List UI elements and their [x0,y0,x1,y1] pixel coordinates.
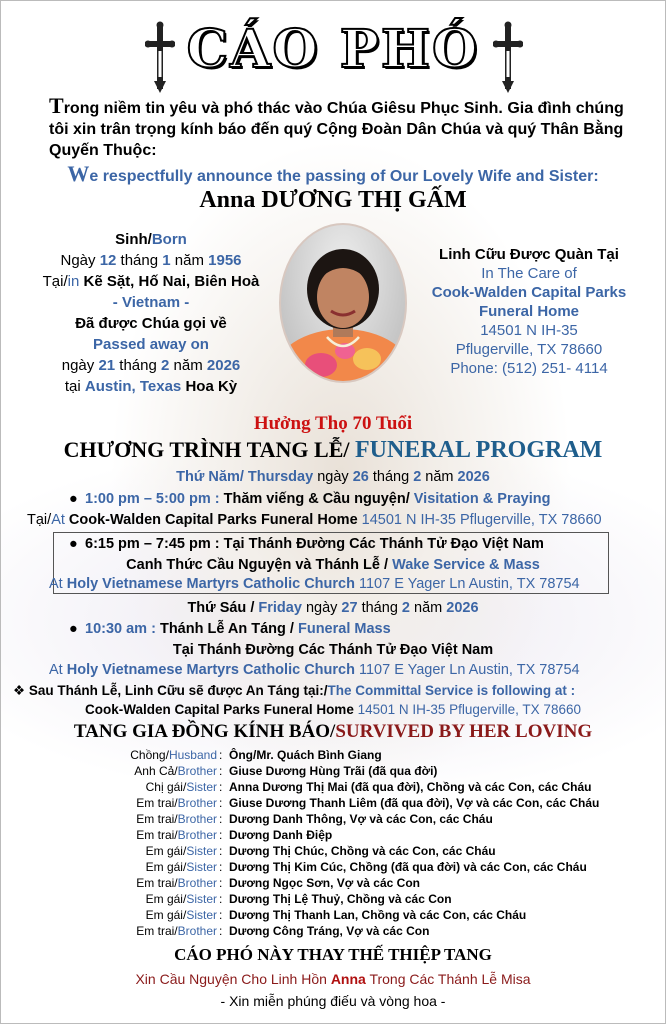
bullet-icon: ● [69,621,78,637]
relation-en: Brother [177,876,217,890]
event2-line [69,534,544,554]
relation-vi: Chồng [130,748,166,762]
bullet-icon: ● [69,536,78,552]
relation-vi: Em trai [136,812,175,826]
relation-vi: Em trai [136,924,175,938]
event2-place-vi: Tại Thánh Đường Các Thánh Tử Đạo Việt Nam [223,536,544,552]
closing-prayer [1,971,665,987]
event2-location-name: Holy Vietnamese Martyrs Catholic Church [66,576,355,592]
birth-month: 1 [162,252,171,269]
care-address2: Pflugerville, TX 78660 [455,341,603,358]
relation-label: Chồng/Husband [130,748,217,762]
relation-en: Sister [186,780,217,794]
day2-month-word: tháng [361,600,398,616]
page-title: CÁO PHÓ [186,19,480,80]
colon: : [219,780,223,794]
relation-vi: Em trai [136,796,175,810]
day1-date: Thứ Năm/ Thursday ngày 26 tháng 2 năm 2026 [176,469,490,485]
day2-day: 27 [341,600,358,616]
birth-date-prefix: Ngày [60,252,96,269]
member-name: Anna Dương Thị Mai (đã qua đời), Chồng và các Con, các Cháu [229,780,592,794]
survived-title-en: SURVIVED BY HER LOVING [335,721,593,742]
relation-vi: Em trai [136,828,175,842]
relation-label: Em trai/Brother [136,828,217,842]
event2-name [1,555,665,575]
day1-weekday-vi: Thứ Năm [176,469,240,485]
care-phone: Phone: (512) 251- 4114 [450,360,608,377]
colon: : [219,748,223,762]
colon: : [219,908,223,922]
event3-address: 1107 E Yager Ln Austin, TX 78754 [358,662,580,678]
event1-loc-prefix-en: At [51,512,65,528]
relation-en: Brother [177,764,217,778]
death-year-word: năm [173,357,203,374]
closing-prayer-post: Trong Các Thánh Lễ Misa [369,971,531,987]
day2-weekday-en: Friday [258,600,302,616]
relation-en: Brother [177,924,217,938]
day1-weekday-en: Thursday [247,469,314,485]
funeral-home-info [411,245,647,378]
colon: : [219,892,223,906]
care-address1: 14501 N IH-35 [480,322,578,339]
age-line: Hưởng Thọ 70 Tuổi [253,413,413,434]
event3-place-vi: Tại Thánh Đường Các Thánh Tử Đạo Việt Nam [172,642,494,658]
birth-label-en: Born [151,231,187,248]
committal-vi: Sau Thánh Lễ, Linh Cữu sẽ được An Táng tại:/ [28,683,328,698]
intro-paragraph [49,95,629,161]
closing-note: - Xin miễn phúng điếu và vòng hoa - [220,993,446,1009]
day2-month: 2 [401,600,410,616]
relation-label: Em gái/Sister [145,844,217,858]
intro-english-text: e respectfully announce the passing of Our Lovely Wife and Sister: [89,168,599,185]
member-name: Dương Công Tráng, Vợ và các Con [229,924,430,938]
event3-place [1,640,665,660]
colon: : [219,844,223,858]
portrait-photo [279,223,407,383]
relation-label: Chị gái/Sister [145,780,217,794]
event2-location [49,574,580,594]
birth-country: - Vietnam - [112,294,190,311]
program-title-en: FUNERAL PROGRAM [355,437,603,463]
death-day: 21 [98,357,116,374]
relation-en: Sister [186,844,217,858]
colon: : [219,860,223,874]
relation-label: Em trai/Brother [136,812,217,826]
intro-english [1,161,665,187]
member-name: Giuse Dương Thanh Liêm (đã qua đời), Vợ và các Con, các Cháu [229,796,600,810]
day1-month-word: tháng [372,469,410,485]
funeral-home-name: Cook-Walden Capital Parks [431,284,627,301]
colon: : [219,828,223,842]
committal-en: The Committal Service is following at : [327,683,576,698]
death-label-en: Passed away on [93,336,209,353]
event3-location [49,660,580,680]
relation-label: Em trai/Brother [136,924,217,938]
member-name: Dương Danh Điệp [229,828,333,842]
birth-year: 1956 [208,252,242,269]
program-title [1,437,665,464]
relation-label: Em trai/Brother [136,876,217,890]
bullet-icon: ● [69,491,78,507]
committal-location [1,700,665,720]
colon: : [219,764,223,778]
day1-day: 26 [352,469,369,485]
death-month-word: tháng [119,357,157,374]
event1-name-vi: Thăm viếng & Cầu nguyện/ [223,491,410,507]
death-place: Austin, Texas [84,378,182,395]
day2-date-pre: ngày [305,600,338,616]
member-name: Dương Thị Lệ Thuỷ, Chồng và các Con [229,892,452,906]
event3-name-en: Funeral Mass [297,621,391,637]
death-country: Hoa Kỳ [185,378,238,395]
drop-cap-en: W [67,161,90,186]
closing-prayer-name: Anna [330,971,366,987]
relation-en: Sister [186,908,217,922]
death-year: 2026 [206,357,241,374]
day2-weekday-vi: Thứ Sáu [187,600,247,616]
relation-en: Brother [177,796,217,810]
death-month: 2 [161,357,170,374]
event3-time: 10:30 am : [85,621,156,637]
closing-title: CÁO PHÓ NÀY THAY THẾ THIỆP TANG [174,945,492,964]
deceased-name: Anna DƯƠNG THỊ GẤM [199,187,467,213]
event3-line [69,619,391,639]
program-title-vi: CHƯƠNG TRÌNH TANG LỄ/ [63,437,350,462]
day1-year-word: năm [425,469,454,485]
death-label-vi: Đã được Chúa gọi về [75,315,227,332]
diamond-bullet-icon: ❖ [13,683,26,698]
death-day-prefix: ngày [61,357,95,374]
birth-label-vi: Sinh [115,231,148,248]
event1-loc-prefix-vi: Tại [27,512,48,528]
event2-loc-prefix: At [49,576,63,592]
relation-en: Brother [177,812,217,826]
event3-name-vi: Thánh Lễ An Táng / [159,621,294,637]
relation-vi: Anh Cả [134,764,175,778]
birth-place-prefix-vi: Tại [42,273,64,290]
closing-prayer-pre: Xin Cầu Nguyện Cho Linh Hồn [135,971,327,987]
relation-label: Em gái/Sister [145,860,217,874]
relation-vi: Em trai [136,876,175,890]
day1-year: 2026 [457,469,490,485]
relation-label: Em gái/Sister [145,908,217,922]
committal-location-name: Cook-Walden Capital Parks Funeral Home [85,702,354,717]
member-name: Dương Thị Thanh Lan, Chồng và các Con, các Cháu [229,908,527,922]
relation-vi: Em gái [145,908,183,922]
member-name: Dương Thị Kim Cúc, Chồng (đã qua đời) và các Con, các Cháu [229,860,587,874]
event1-address: 14501 N IH-35 Pflugerville, TX 78660 [361,512,602,528]
birth-death-info: Sinh/Born Ngày 12 tháng 1 năm 1956 Tại/in Kẽ Sặt, Hố Nai, Biên Hoà - Vietnam - Đã được Chúa gọi về Passed away on ngày 21 tháng 2 năm 2026 tại Austin, Texas Hoa Kỳ [31,229,271,397]
event2-name-vi: Canh Thức Cầu Nguyện và Thánh Lễ / [126,557,389,573]
event1-line [69,489,550,509]
survived-title-vi: TANG GIA ĐỒNG KÍNH BÁO/ [73,721,336,742]
day2-year-word: năm [414,600,443,616]
committal-address: 14501 N IH-35 Pflugerville, TX 78660 [357,702,581,717]
relation-vi: Em gái [145,860,183,874]
birth-month-word: tháng [120,252,159,269]
relation-vi: Em gái [145,892,183,906]
member-name: Dương Ngọc Sơn, Vợ và các Con [229,876,420,890]
birth-place: Kẽ Sặt, Hố Nai, Biên Hoà [83,273,260,290]
relation-en: Brother [177,828,217,842]
care-label-en: In The Care of [481,265,577,282]
relation-en: Sister [186,892,217,906]
colon: : [219,876,223,890]
member-name: Giuse Dương Hùng Trãi (đã qua đời) [229,764,438,778]
committal-line [13,681,575,701]
event1-location-name: Cook-Walden Capital Parks Funeral Home [68,512,358,528]
event2-time: 6:15 pm – 7:45 pm : [85,536,220,552]
event1-location: Tại/At Cook-Walden Capital Parks Funeral Home 14501 N IH-35 Pflugerville, TX 78660 [27,512,602,528]
member-name: Dương Danh Thông, Vợ và các Con, các Cháu [229,812,493,826]
event3-loc-prefix: At [49,662,63,678]
day2-year: 2026 [446,600,479,616]
event3-location-name: Holy Vietnamese Martyrs Catholic Church [66,662,355,678]
member-name: Ông/Mr. Quách Bình Giang [229,748,382,762]
funeral-home-name-2: Funeral Home [478,303,580,320]
member-name: Dương Thị Chúc, Chồng và các Con, các Cháu [229,844,496,858]
relation-label: Em trai/Brother [136,796,217,810]
event2-name-en: Wake Service & Mass [392,557,540,573]
event1-name-en: Visitation & Praying [413,491,551,507]
birth-day: 12 [99,252,117,269]
relation-vi: Em gái [145,844,183,858]
day2-date: Thứ Sáu / Friday ngày 27 tháng 2 năm 2026 [187,600,479,616]
event1-time: 1:00 pm – 5:00 pm : [85,491,220,507]
colon: : [219,812,223,826]
death-place-prefix: tại [64,378,81,395]
intro-text: rong niềm tin yêu và phó thác vào Chúa Giêsu Phục Sinh. Gia đình chúng tôi xin trân trọng kính báo đến quý Cộng Đoàn Dân Chúa và quý Thân Bằng Quyến Thuộc: [49,100,624,159]
survived-title [1,721,665,743]
day1-date-pre: ngày [317,469,349,485]
relation-en: Sister [186,860,217,874]
relation-vi: Chị gái [145,780,183,794]
relation-en: Husband [168,748,217,762]
birth-year-word: năm [174,252,204,269]
relation-label: Em gái/Sister [145,892,217,906]
colon: : [219,924,223,938]
day1-month: 2 [413,469,422,485]
event2-address: 1107 E Yager Ln Austin, TX 78754 [358,576,580,592]
drop-cap: T [49,93,64,118]
colon: : [219,796,223,810]
care-label-vi: Linh Cữu Được Quàn Tại [439,246,619,263]
birth-place-prefix-en: in [67,273,80,290]
relation-label: Anh Cả/Brother [134,764,217,778]
